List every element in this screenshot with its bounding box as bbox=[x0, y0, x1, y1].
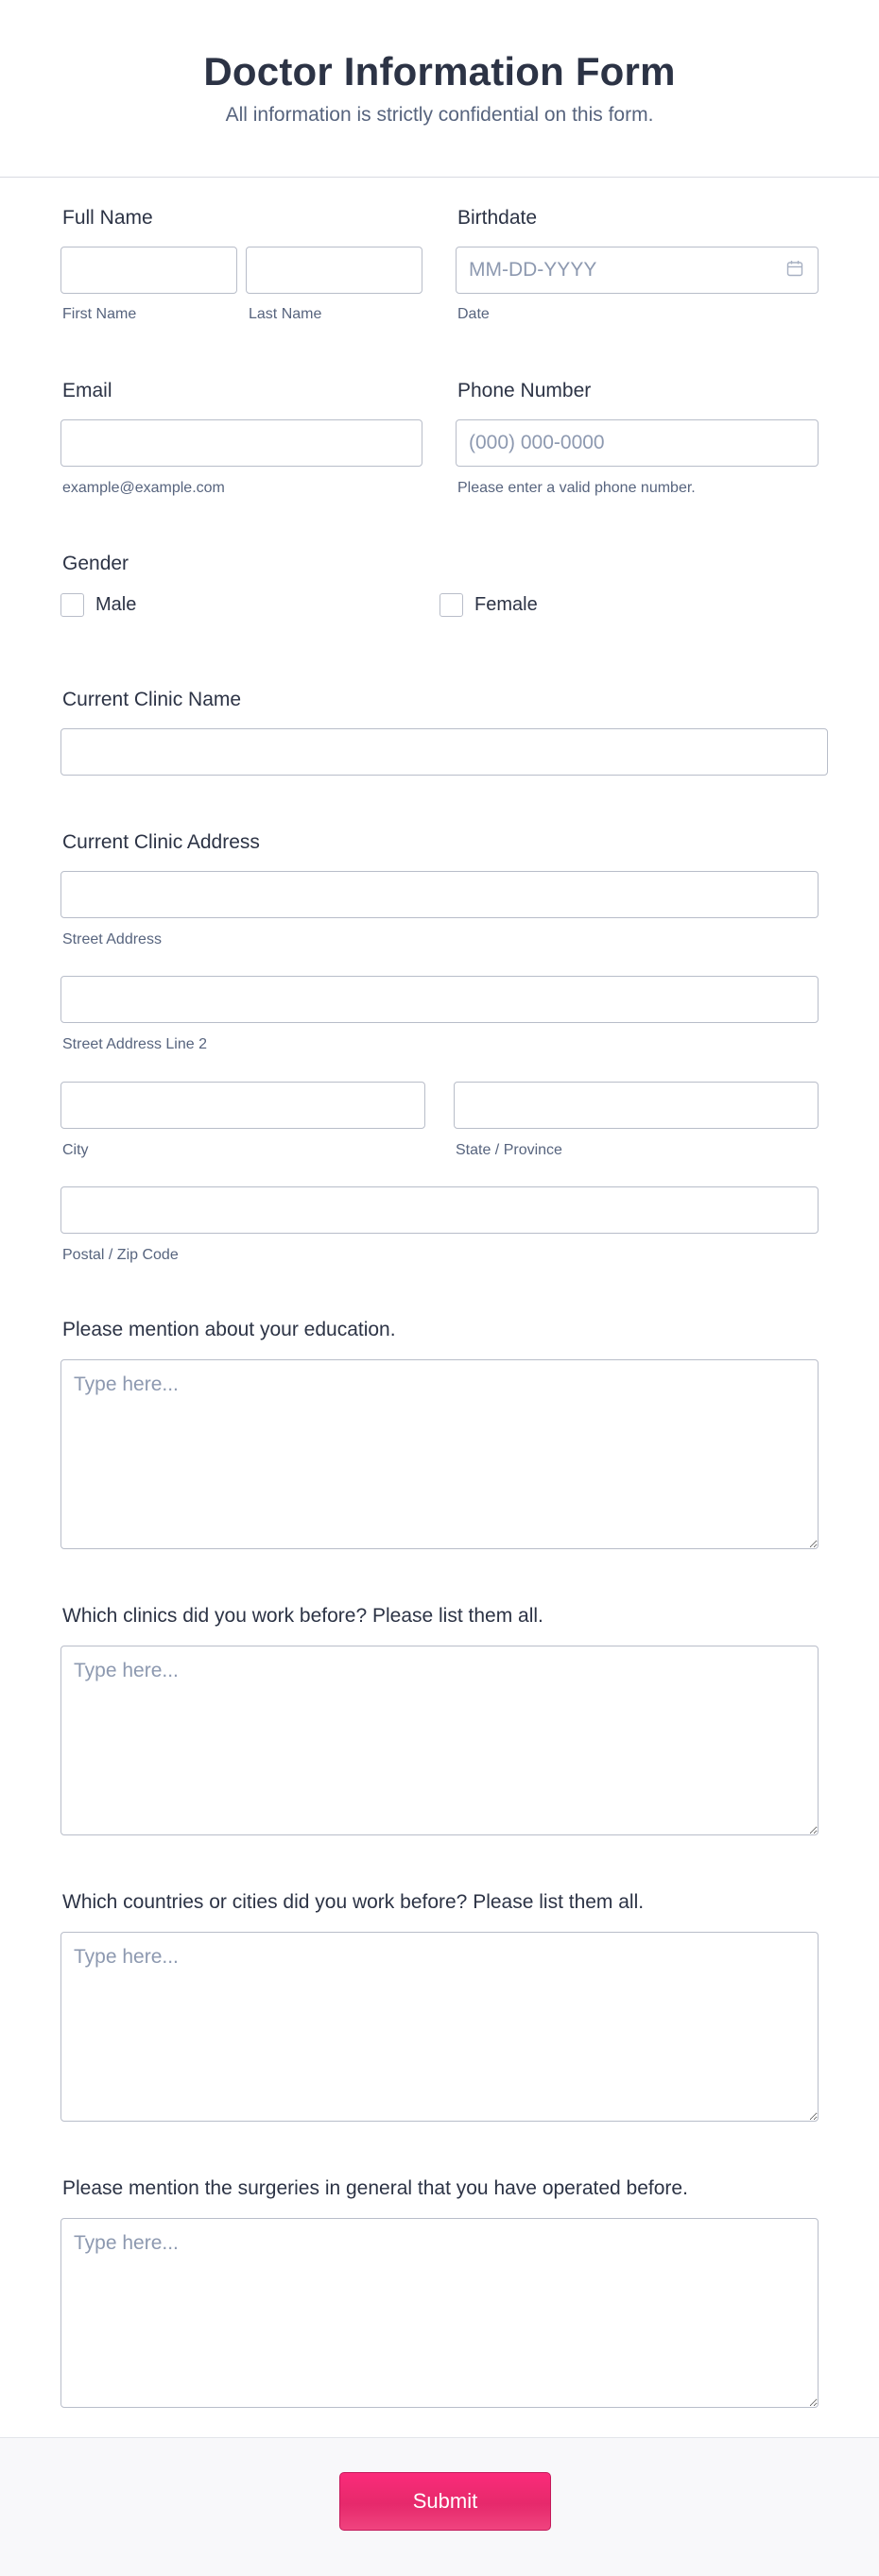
phone-input[interactable] bbox=[456, 419, 819, 467]
last-name-sublabel: Last Name bbox=[249, 306, 322, 322]
gender-female-label[interactable]: Female bbox=[474, 594, 538, 615]
state-province-sublabel: State / Province bbox=[456, 1142, 562, 1158]
full-name-label: Full Name bbox=[62, 207, 153, 229]
city-sublabel: City bbox=[62, 1142, 89, 1158]
state-province-input[interactable] bbox=[454, 1082, 819, 1129]
gender-female-checkbox[interactable] bbox=[440, 593, 463, 617]
page-title: Doctor Information Form bbox=[203, 49, 676, 94]
clinic-name-label: Current Clinic Name bbox=[62, 689, 242, 710]
previous-locations-label: Which countries or cities did you work before? Please list them all. bbox=[62, 1891, 645, 1913]
postal-code-sublabel: Postal / Zip Code bbox=[62, 1247, 179, 1263]
first-name-input[interactable] bbox=[60, 247, 237, 294]
email-sublabel: example@example.com bbox=[62, 480, 225, 496]
street-address-sublabel: Street Address bbox=[62, 931, 162, 947]
education-label: Please mention about your education. bbox=[62, 1319, 396, 1340]
surgeries-label: Please mention the surgeries in general that you have operated before. bbox=[62, 2177, 688, 2199]
last-name-input[interactable] bbox=[246, 247, 422, 294]
city-input[interactable] bbox=[60, 1082, 425, 1129]
gender-male-label[interactable]: Male bbox=[95, 594, 137, 615]
page-subtitle: All information is strictly confidential on this form. bbox=[225, 104, 654, 126]
birthdate-sublabel: Date bbox=[457, 306, 490, 322]
street-address-line2-input[interactable] bbox=[60, 976, 819, 1023]
phone-label: Phone Number bbox=[457, 380, 592, 401]
form-header bbox=[0, 0, 879, 178]
clinic-address-label: Current Clinic Address bbox=[62, 831, 260, 853]
email-label: Email bbox=[62, 380, 112, 401]
previous-locations-textarea[interactable] bbox=[60, 1932, 819, 2122]
previous-clinics-textarea[interactable] bbox=[60, 1646, 819, 1835]
postal-code-input[interactable] bbox=[60, 1186, 819, 1234]
street-address-line2-sublabel: Street Address Line 2 bbox=[62, 1036, 207, 1052]
gender-male-checkbox[interactable] bbox=[60, 593, 84, 617]
calendar-icon[interactable] bbox=[785, 259, 804, 278]
education-textarea[interactable] bbox=[60, 1359, 819, 1549]
birthdate-input[interactable] bbox=[456, 247, 819, 294]
birthdate-label: Birthdate bbox=[457, 207, 538, 229]
previous-clinics-label: Which clinics did you work before? Please list them all. bbox=[62, 1605, 543, 1627]
gender-label: Gender bbox=[62, 553, 129, 574]
street-address-input[interactable] bbox=[60, 871, 819, 918]
surgeries-textarea[interactable] bbox=[60, 2218, 819, 2408]
clinic-name-input[interactable] bbox=[60, 728, 828, 776]
submit-button[interactable]: Submit bbox=[339, 2472, 551, 2531]
email-input[interactable] bbox=[60, 419, 422, 467]
first-name-sublabel: First Name bbox=[62, 306, 137, 322]
phone-sublabel: Please enter a valid phone number. bbox=[457, 480, 696, 496]
